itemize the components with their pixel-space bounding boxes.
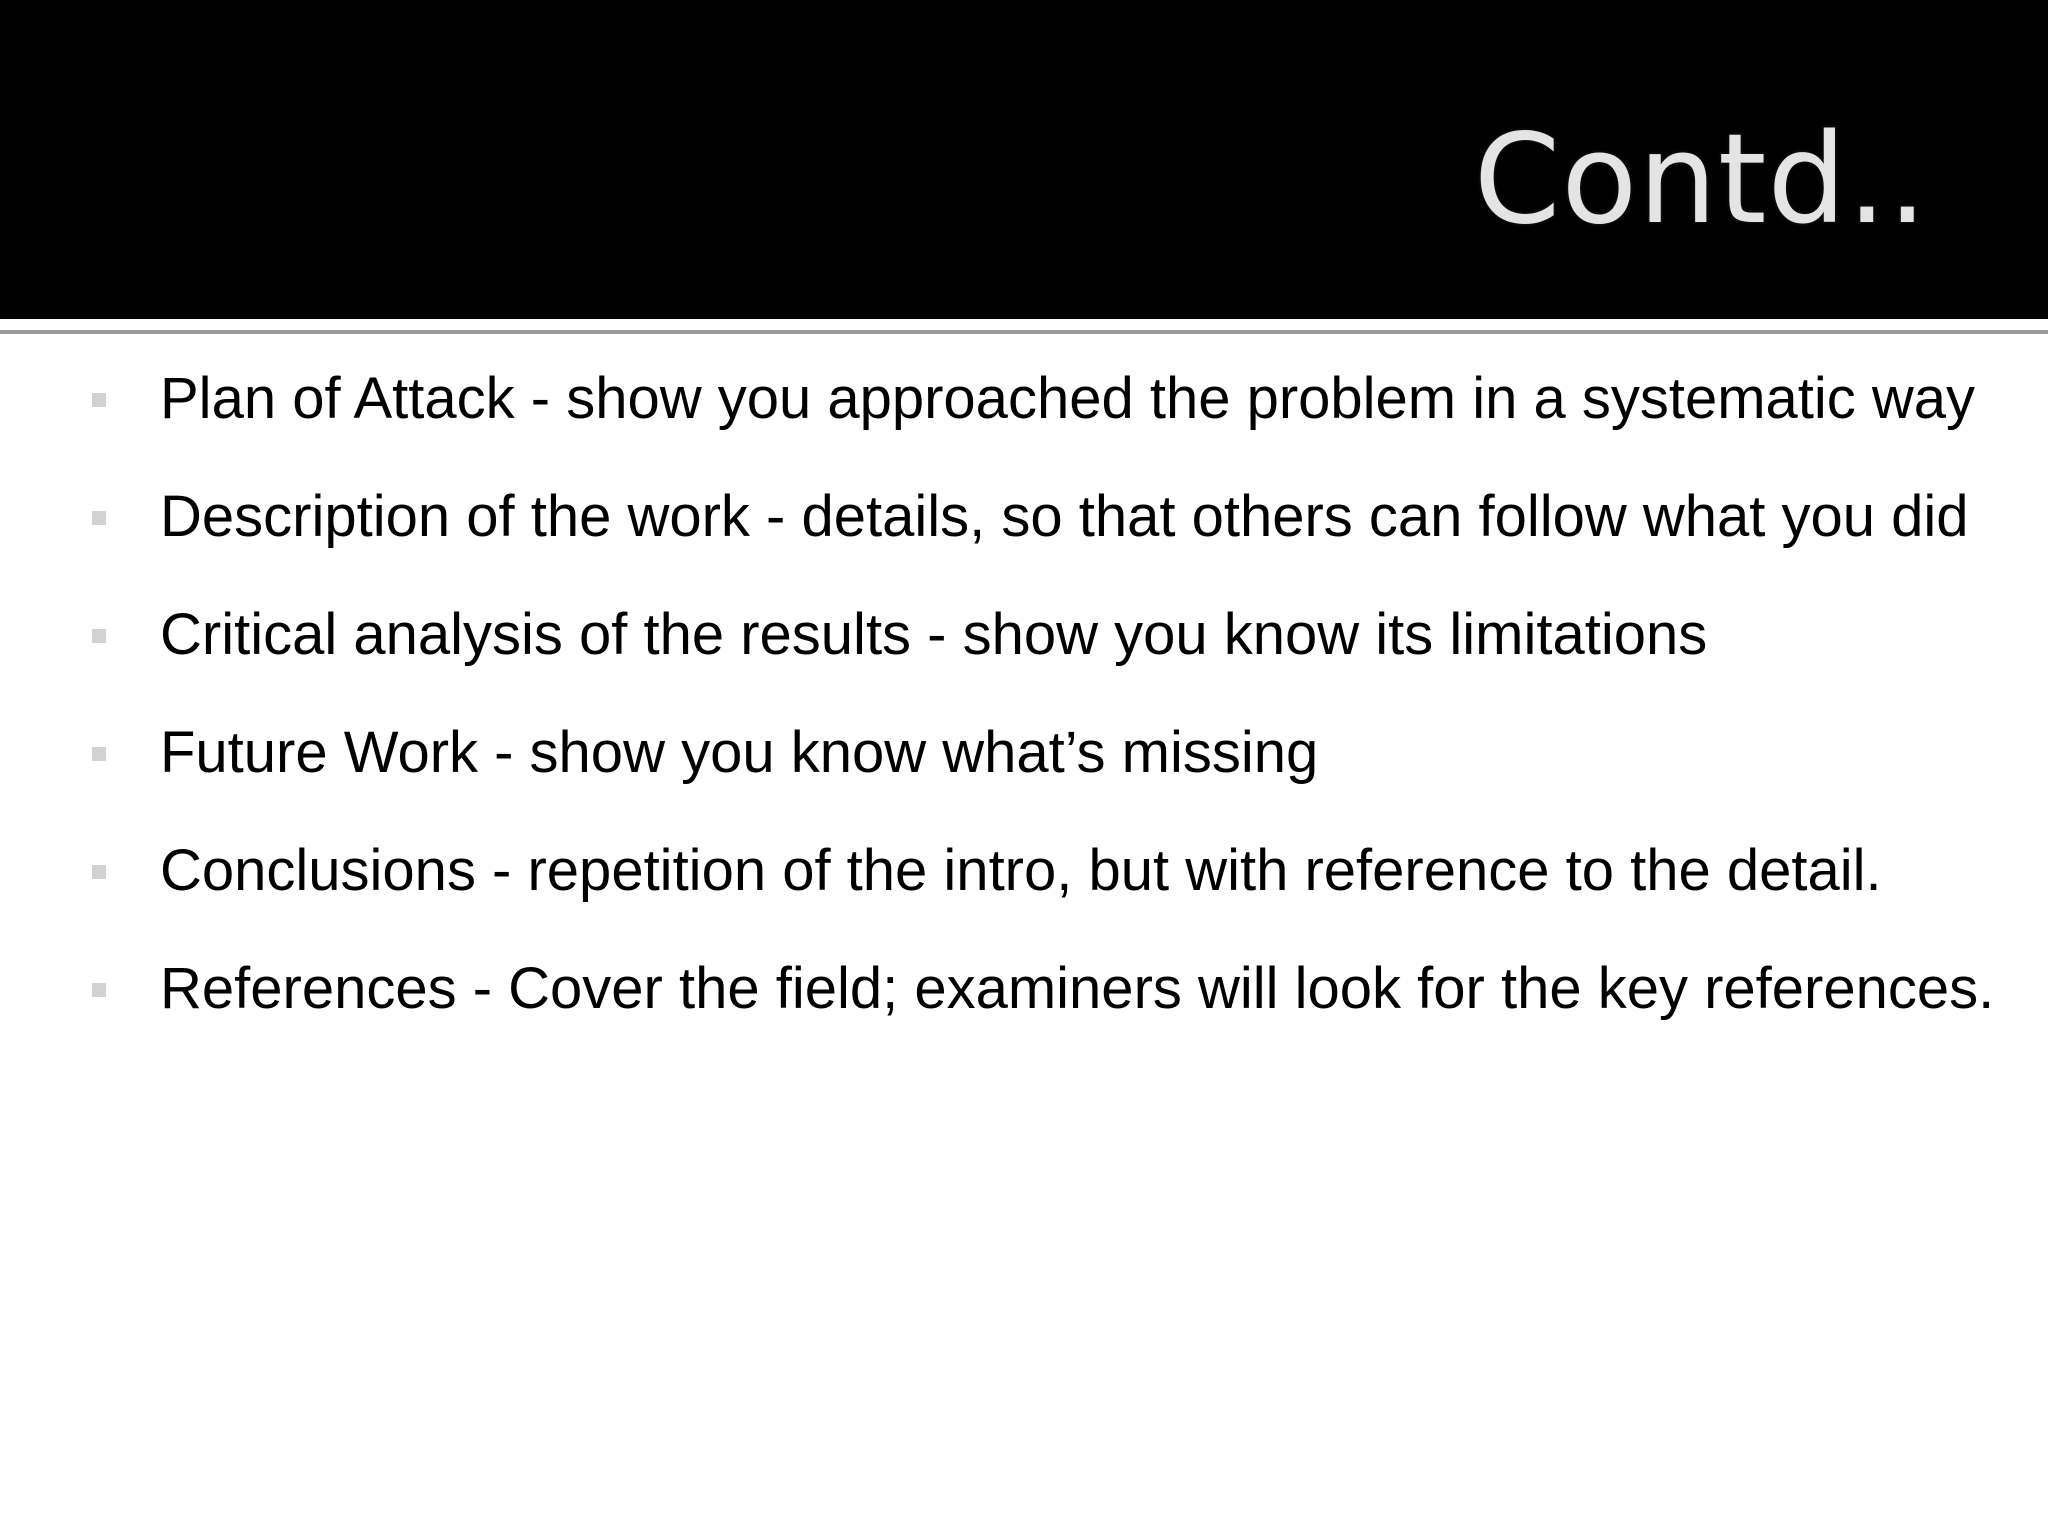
bullet-list bbox=[0, 340, 2048, 1048]
bullet-item-plan-of-attack bbox=[0, 340, 2048, 458]
bullet-item-critical-analysis bbox=[0, 576, 2048, 694]
square-bullet-icon bbox=[92, 511, 106, 525]
bullet-item-conclusions bbox=[0, 812, 2048, 930]
bullet-text: Plan of Attack - show you approached the problem in a systematic way bbox=[160, 366, 1976, 431]
bullet-text: Conclusions - repetition of the intro, but with reference to the detail. bbox=[160, 838, 1882, 903]
slide-title: Contd.. bbox=[1473, 108, 1928, 252]
square-bullet-icon bbox=[92, 629, 106, 643]
square-bullet-icon bbox=[92, 747, 106, 761]
square-bullet-icon bbox=[92, 865, 106, 879]
bullet-text: Critical analysis of the results - show you know its limitations bbox=[160, 602, 1708, 667]
bullet-text: Future Work - show you know what’s missing bbox=[160, 720, 1319, 785]
bullet-item-future-work bbox=[0, 694, 2048, 812]
bullet-item-description-of-work bbox=[0, 458, 2048, 576]
bullet-item-references bbox=[0, 930, 2048, 1048]
title-divider-gap bbox=[0, 319, 2048, 330]
square-bullet-icon bbox=[92, 393, 106, 407]
title-bar bbox=[0, 0, 2048, 319]
square-bullet-icon bbox=[92, 983, 106, 997]
bullet-text: Description of the work - details, so that others can follow what you did bbox=[160, 484, 1969, 549]
title-divider-line bbox=[0, 330, 2048, 334]
bullet-text: References - Cover the field; examiners will look for the key references. bbox=[160, 956, 1995, 1021]
